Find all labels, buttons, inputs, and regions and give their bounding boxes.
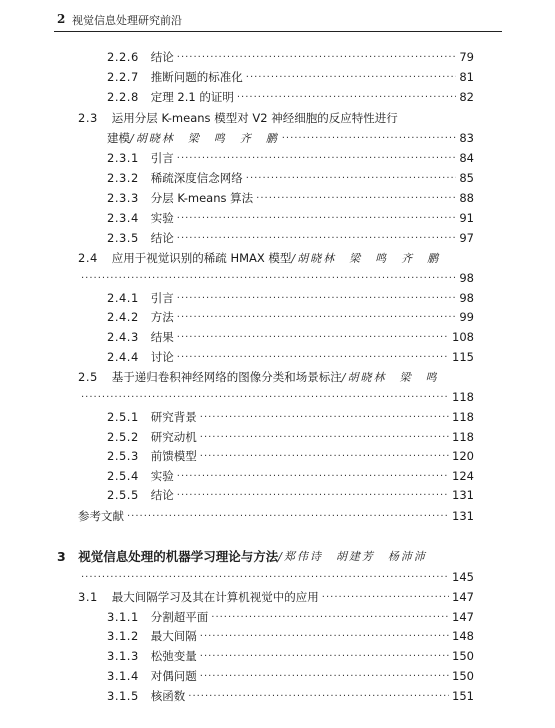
- leader-dots: [177, 490, 449, 501]
- entry-title: 基于递归卷积神经网络的图像分类和场景标注: [111, 370, 342, 384]
- entry-page: 79: [459, 50, 474, 64]
- entry-title: 稀疏深度信念网络: [150, 171, 243, 185]
- entry-number: 2.3.4: [107, 211, 139, 225]
- entry-number: 3.1: [78, 590, 98, 604]
- entry-page: 151: [452, 689, 474, 703]
- entry-page: 91: [459, 211, 474, 225]
- entry-number: 2.4.4: [107, 350, 139, 364]
- leader-dots: [237, 92, 456, 103]
- entry-title: 对偶问题: [150, 669, 197, 683]
- entry-title: 实验: [150, 469, 174, 483]
- leader-dots: [177, 471, 449, 482]
- entry-authors: /胡晓林 梁 鸣: [341, 371, 439, 384]
- toc-entry[interactable]: [107, 607, 474, 627]
- leader-dots: [81, 572, 449, 583]
- entry-authors: /胡晓林 梁 鸣 齐 鹏: [130, 132, 279, 145]
- entry-title: 引言: [150, 151, 174, 165]
- leader-dots: [81, 392, 449, 403]
- entry-page: 124: [452, 469, 474, 483]
- toc-entry[interactable]: [107, 626, 474, 646]
- entry-number: 2.5: [78, 370, 98, 384]
- leader-dots: [81, 273, 456, 284]
- leader-dots: [177, 233, 457, 244]
- leader-dots: [322, 592, 449, 603]
- toc-entry[interactable]: [107, 307, 474, 327]
- toc-entry[interactable]: [107, 686, 474, 706]
- chapter-page: 145: [452, 570, 474, 584]
- toc-chapter[interactable]: [57, 546, 474, 566]
- entry-number: 2.5.4: [107, 469, 139, 483]
- entry-title: 引言: [150, 291, 174, 305]
- entry-number: 2.2.8: [107, 90, 139, 104]
- entry-title: 研究动机: [150, 430, 197, 444]
- toc-entry[interactable]: [107, 67, 474, 87]
- entry-number: 2.3.3: [107, 191, 139, 205]
- toc-entry-continuation[interactable]: [107, 128, 474, 148]
- entry-title: 结论: [150, 50, 174, 64]
- entry-title: 定理 2.1 的证明: [150, 90, 234, 104]
- leader-dots: [211, 612, 449, 623]
- entry-number: 3.1.5: [107, 689, 139, 703]
- entry-authors: /胡晓林 梁 鸣 齐 鹏: [291, 252, 441, 265]
- chapter-number: 3: [57, 548, 67, 564]
- leader-dots: [200, 651, 449, 662]
- page-number: 2: [57, 12, 66, 26]
- toc-entry[interactable]: [78, 587, 474, 607]
- entry-title: 推断问题的标准化: [150, 70, 243, 84]
- entry-title-continued: 建模: [107, 131, 130, 145]
- toc-entry[interactable]: [107, 466, 474, 486]
- entry-number: 3.1.4: [107, 669, 139, 683]
- book-title: 视觉信息处理研究前沿: [72, 14, 182, 27]
- leader-dots: [200, 451, 449, 462]
- toc-entry[interactable]: [78, 367, 474, 387]
- leader-dots: [177, 352, 449, 363]
- entry-page: 97: [459, 231, 474, 245]
- entry-page: 115: [452, 350, 474, 364]
- entry-page: 147: [452, 610, 474, 624]
- toc-entry[interactable]: [107, 87, 474, 107]
- leader-dots: [177, 213, 457, 224]
- leader-dots: [127, 511, 449, 522]
- entry-number: 2.5.1: [107, 410, 139, 424]
- entry-number: 2.4.3: [107, 330, 139, 344]
- entry-title: 实验: [150, 211, 174, 225]
- entry-page: 118: [452, 430, 474, 444]
- entry-title: 结果: [150, 330, 174, 344]
- entry-page: 81: [459, 70, 474, 84]
- entry-page: 98: [459, 291, 474, 305]
- entry-number: 3.1.1: [107, 610, 139, 624]
- entry-title: 分割超平面: [150, 610, 209, 624]
- entry-page: 150: [452, 649, 474, 663]
- leader-dots: [246, 72, 457, 83]
- leader-dots: [177, 293, 457, 304]
- leader-dots: [177, 153, 457, 164]
- toc-entry-continuation[interactable]: [78, 268, 474, 288]
- toc-entry[interactable]: [107, 646, 474, 666]
- entry-page: 118: [452, 390, 474, 404]
- leader-dots: [200, 432, 449, 443]
- entry-title: 结论: [150, 231, 174, 245]
- toc-entry-continuation[interactable]: [78, 387, 474, 407]
- toc-entry[interactable]: [107, 208, 474, 228]
- toc-entry[interactable]: [107, 446, 474, 466]
- leader-dots: [177, 332, 449, 343]
- entry-number: 2.2.6: [107, 50, 139, 64]
- entry-title: 核函数: [150, 689, 186, 703]
- entry-title: 讨论: [150, 350, 174, 364]
- entry-number: 3.1.2: [107, 629, 139, 643]
- toc-entry[interactable]: [107, 407, 474, 427]
- entry-page: 88: [459, 191, 474, 205]
- entry-number: 2.3.5: [107, 231, 139, 245]
- toc-entry[interactable]: [107, 347, 474, 367]
- toc-entry[interactable]: [107, 47, 474, 67]
- toc-entry[interactable]: [78, 108, 474, 128]
- leader-dots: [177, 312, 457, 323]
- toc-chapter-continuation[interactable]: [78, 567, 474, 587]
- leader-dots: [246, 173, 457, 184]
- leader-dots: [200, 671, 449, 682]
- leader-dots: [200, 412, 449, 423]
- entry-page: 120: [452, 449, 474, 463]
- chapter-title: 视觉信息处理的机器学习理论与方法: [78, 549, 279, 564]
- entry-title: 前馈模型: [150, 449, 197, 463]
- leader-dots: [188, 691, 449, 702]
- entry-title: 结论: [150, 488, 174, 502]
- entry-number: 2.4.1: [107, 291, 139, 305]
- entry-title: 研究背景: [150, 410, 197, 424]
- entry-number: 2.4: [78, 251, 98, 265]
- toc-entry[interactable]: [107, 288, 474, 308]
- entry-title: 方法: [150, 310, 174, 324]
- leader-dots: [256, 193, 456, 204]
- entry-number: 2.4.2: [107, 310, 139, 324]
- entry-title: 最大间隔: [150, 629, 197, 643]
- entry-number: 3.1.3: [107, 649, 139, 663]
- entry-title: 应用于视觉识别的稀疏 HMAX 模型: [111, 251, 292, 265]
- toc-entry[interactable]: [107, 666, 474, 686]
- toc-entry[interactable]: [78, 506, 474, 526]
- entry-number: 2.3.2: [107, 171, 139, 185]
- entry-number: 2.5.5: [107, 488, 139, 502]
- entry-page: 147: [452, 590, 474, 604]
- entry-title: 分层 K-means 算法: [150, 191, 254, 205]
- entry-title: 参考文献: [78, 509, 124, 523]
- entry-page: 148: [452, 629, 474, 643]
- entry-number: 2.3: [78, 111, 98, 125]
- entry-title: 运用分层 K-means 模型对 V2 神经细胞的反应特性进行: [111, 111, 398, 125]
- entry-page: 150: [452, 669, 474, 683]
- entry-page: 108: [452, 330, 474, 344]
- entry-page: 82: [459, 90, 474, 104]
- entry-page: 84: [459, 151, 474, 165]
- entry-number: 2.5.2: [107, 430, 139, 444]
- leader-dots: [282, 133, 457, 144]
- entry-number: 2.3.1: [107, 151, 139, 165]
- leader-dots: [177, 52, 457, 63]
- toc-entry[interactable]: [107, 148, 474, 168]
- entry-page: 99: [459, 310, 474, 324]
- toc-entry[interactable]: [107, 168, 474, 188]
- toc-entry[interactable]: [107, 485, 474, 505]
- entry-page: 118: [452, 410, 474, 424]
- entry-page: 131: [452, 509, 474, 523]
- toc-entry[interactable]: [107, 228, 474, 248]
- entry-number: 2.2.7: [107, 70, 139, 84]
- toc-entry[interactable]: [107, 427, 474, 447]
- toc-entry[interactable]: [78, 248, 474, 268]
- entry-page: 85: [459, 171, 474, 185]
- entry-page: 83: [459, 131, 474, 145]
- entry-page: 131: [452, 488, 474, 502]
- entry-title: 松弛变量: [150, 649, 197, 663]
- toc-entry[interactable]: [107, 327, 474, 347]
- entry-title: 最大间隔学习及其在计算机视觉中的应用: [111, 590, 319, 604]
- leader-dots: [200, 631, 449, 642]
- entry-page: 98: [459, 271, 474, 285]
- toc-entry[interactable]: [107, 188, 474, 208]
- chapter-authors: /郑伟诗 胡建芳 杨沛沛: [278, 550, 427, 563]
- entry-number: 2.5.3: [107, 449, 139, 463]
